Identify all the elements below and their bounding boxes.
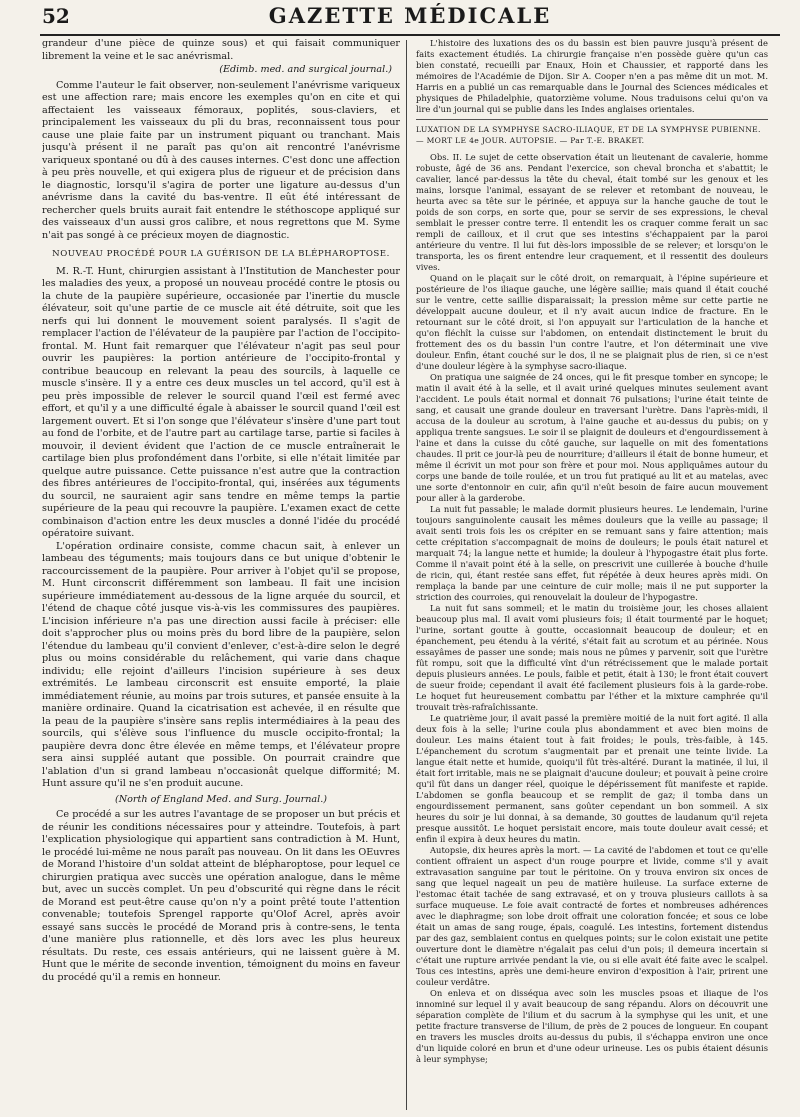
section-heading: NOUVEAU PROCÉDÉ POUR LA GUÉRISON DE LA BLÉPHAROPTOSE. xyxy=(52,249,390,259)
paragraph: Comme l'auteur le fait observer, non-seulement l'anévrisme variqueux est une affection rare; mais encore les exemples qu'on en cite et qui affectaient les vaisseaux fémoraux, poplités, sous-claviers, et principalement les vaisseaux du pli du bras, reconnaissent tous pour cause une plaie faite par un instrument piquant ou tranchant. Mais jusqu'à présent il ne paraît pas qu'on ait rencontré l'anévrisme variqueux spontané ou dû à des causes internes. C'est donc une affection à peu près nouvelle, et qui exigera plus de rigueur et de précision dans le diagnostic, lorsqu'il s'agira de porter une ligature au-dessus d'un anévrisme dans la cavité du bas-ventre. Il eût été intéressant de rechercher quels bruits aurait fait entendre le stéthoscope appliqué sur des vaisseaux d'un aussi gros calibre, et nous regrettons que M. Syme n'ait pas songé à ce précieux moyen de diagnostic. xyxy=(42,79,400,241)
paragraph: Quand on le plaçait sur le côté droit, on remarquait, à l'épine supérieure et postérieure de l'os iliaque gauche, une légère saillie; mais quand il était couché sur le ventre, cette saillie disparaissait; la pression même sur cette partie ne développait aucune douleur, et il n'y avait aucun indice de fracture. En le retournant sur le côté droit, si l'on appuyait sur l'articulation de la hanche et qu'on fléchît la cuisse sur l'abdomen, on entendait distinctement le bruit du frottement des os du bassin l'un contre l'autre, et l'on déterminait une vive douleur. Enfin, étant couché sur le dos, il ne se plaignait plus de rien, si ce n'est d'une douleur légère à la symphyse sacro-iliaque. xyxy=(416,273,768,371)
paragraph: L'histoire des luxations des os du bassin est bien pauvre jusqu'à présent de faits exactement étudiés. La chirurgie française n'en possède guère qu'un cas bien constaté, recueilli par Enaux, Hoin et Chaussier, et rapporté dans les mémoires de l'Académie de Dijon. Sir A. Cooper n'en a pas même dit un mot. M. Harris en a publié un cas remarquable dans le Journal des Sciences médicales et physiques de Philadelphie, quatorzième volume. Nous traduisons celui qu'on va lire d'un journal qui se publie dans les Indes anglaises orientales. xyxy=(416,38,768,114)
section-heading: LUXATION DE LA SYMPHYSE SACRO-ILIAQUE, ET DE LA SYMPHYSE PUBIENNE. — MORT LE 4e JOUR. AUTOPSIE. — Par T.-E. BRAKET. xyxy=(416,119,768,146)
paragraph: La nuit fut passable; le malade dormit plusieurs heures. Le lendemain, l'urine toujours sanguinolente causait les mêmes douleurs que la veille au passage; il avait senti trois fois les os crépiter en se remuant sans y faire attention; mais cette crépitation s'accompagnait de moins de douleurs; le pouls était naturel et marquait 74; la langue nette et humide; la douleur à l'hypogastre était plus forte. Comme il n'avait point été à la selle, on prescrivit une cuillerée à bouche d'huile de ricin, qui, étant restée sans effet, fut répétée à deux heures après midi. On remplaça la bande par une ceinture de cuir molle; mais il ne put supporter la striction des courroies, qui renouvelait la douleur de l'hypogastre. xyxy=(416,504,768,602)
paragraph: Autopsie, dix heures après la mort. — La cavité de l'abdomen et tout ce qu'elle contient offraient un aspect d'un rouge pourpre et livide, comme s'il y avait extravasation sanguine par tout le péritoine. On y trouva environ six onces de sang que lequel nageait un peu de matière huileuse. La surface externe de l'estomac était tachée de sang extravasé, et on y trouva plusieurs caillots à sa surface muqueuse. Le foie avait contracté de fortes et nombreuses adhérences avec le diaphragme; son lobe droit offrait une coloration foncée; et sous ce lobe était un amas de sang rouge, épais, coagulé. Les intestins, fortement distendus par des gaz, semblaient contus en quelques points; sur le colon existait une petite ouverture dont le diamètre n'égalait pas celui d'un pois; il demeura incertain si c'était une rupture arrivée pendant la vie, ou si elle avait été faite avec le scalpel. Tous ces intestins, après une demi-heure environ d'exposition à l'air, prirent une couleur verdâtre. xyxy=(416,845,768,987)
paragraph: Le quatrième jour, il avait passé la première moitié de la nuit fort agité. Il alla deux fois à la selle; l'urine coula plus abondamment et avec bien moins de douleur. Les mains étaient tout à fait froides; le pouls, très-faible, à 145. L'épanchement du scrotum s'augmentait par et prenait une teinte livide. La langue était nette et humide, quoiqu'il fût très-altéré. Durant la matinée, il lui, il était fort irritable, mais ne se plaignait d'aucune douleur; et pouvait à peine croire qu'il fût dans un danger réel, quoique le dépérissement fût manifeste et rapide. L'abdomen se gonfla beaucoup et se remplit de gaz; il tomba dans un engourdissement permanent, sans goûter cependant un bon sommeil. A six heures du soir je lui donnai, à sa demande, 30 gouttes de laudanum qu'il rejeta presque aussitôt. Le hoquet persistait encore, mais toute douleur avait cessé; et enfin il expira à deux heures du matin. xyxy=(416,713,768,844)
paragraph: Obs. II. Le sujet de cette observation était un lieutenant de cavalerie, homme robuste, âgé de 36 ans. Pendant l'exercice, son cheval broncha et s'abattit; le cavalier, lancé par-dessus la tête du cheval, était tombé sur les genoux et les mains, lorsque l'animal, essayant de se relever et retombant de nouveau, le heurta avec sa tête sur le périnée, et appuya sur la hanche gauche de tout le poids de son corps, en sorte que, pour se servir de ses expressions, le cheval semblait le presser contre terre. Il entendit les os craquer comme ferait un sac rempli de cailloux, et il crut que ses intestins s'échappaient par la paroi antérieure du ventre. Il lui fut dès-lors impossible de se relever; et lorsqu'on le transporta, les os firent entendre leur craquement, et il ressentit des douleurs vives. xyxy=(416,152,768,272)
paragraph: On enleva et on disséqua avec soin les muscles psoas et iliaque de l'os innominé sur lequel il y avait beaucoup de sang répandu. Alors on découvrit une séparation complète de l'ilium et du sacrum à la symphyse qui les unit, et une petite fracture transverse de l'ilium, de près de 2 pouces de longueur. En coupant en travers les muscles droits au-dessus du pubis, il s'échappa environ une once d'un liquide coloré en brun et d'une odeur urineuse. Les os pubis étaient désunis à leur symphyse; xyxy=(416,988,768,1064)
paragraph: L'opération ordinaire consiste, comme chacun sait, à enlever un lambeau des téguments; mais toujours dans ce but unique d'obtenir le raccourcissement de la paupière. Pour arriver à l'objet qu'il se propose, M. Hunt circonscrit différemment son lambeau. Il fait une incision supérieure immédiatement au-dessous de la ligne arquée du sourcil, et l'étend de chaque côté jusque vis-à-vis les commissures des paupières. L'incision inférieure n'a pas une direction aussi facile à préciser: elle doit s'approcher plus ou moins près du bord libre de la paupière, selon l'étendue du lambeau qu'il convient d'enlever, c'est-à-dire selon le degré plus ou moins considérable du relâchement, qui varie dans chaque individu; elle rejoint d'ailleurs l'incision supérieure à ses deux extrémités. Le lambeau circonscrit est ensuite emporté, la plaie immédiatement réunie, au moins par trois sutures, et pansée ensuite à la manière ordinaire. Quand la cicatrisation est achevée, il en résulte que la peau de la paupière s'insère sans replis intermédiaires à la peau des sourcils, qui s'élève sous l'influence du muscle occipito-frontal; la paupière devra donc être élevée en même temps, et l'élévateur propre sera ainsi suppléé autant que possible. On pourrait craindre que l'ablation d'un si grand lambeau n'occasionât quelque difformité; M. Hunt assure qu'il ne s'en produit aucune. xyxy=(42,540,400,789)
left-column xyxy=(42,38,400,1108)
paragraph: La nuit fut sans sommeil; et le matin du troisième jour, les choses allaient beaucoup plus mal. Il avait vomi plusieurs fois; il était tourmenté par le hoquet; l'urine, sortant goutte à goutte, occasionnait beaucoup de douleur; et en épanchement, peu étendu à la vérité, s'était fait au scrotum et au périnée. Nous essayâmes de passer une sonde; mais nous ne pûmes y parvenir, soit que l'urètre fût rompu, soit que la difficulté vînt d'un rétrécissement que le malade portait depuis plusieurs années. Le pouls, faible et petit, était à 130; le front était couvert de sueur froide; cependant il avait été facilement plusieurs fois à la garde-robe. Le hoquet fut heureusement combattu par l'éther et la mixture camphrée qu'il trouvait très-rafraîchissante. xyxy=(416,603,768,712)
source-citation: (Edimb. med. and surgical journal.) xyxy=(219,64,392,75)
right-column xyxy=(416,38,768,1108)
page-header xyxy=(40,0,780,36)
source-citation: (North of England Med. and Surg. Journal.) xyxy=(115,793,327,805)
journal-title: GAZETTE MÉDICALE xyxy=(268,3,552,28)
page-number: 52 xyxy=(42,4,70,28)
column-divider xyxy=(406,40,407,1110)
paragraph: grandeur d'une pièce de quinze sous) et qui faisait communiquer librement la veine et le sac anévrismal. xyxy=(42,38,400,62)
paragraph: M. R.-T. Hunt, chirurgien assistant à l'Institution de Manchester pour les maladies des yeux, a proposé un nouveau procédé contre le ptosis ou la chute de la paupière supérieure, occasionée par l'inertie du muscle élévateur, soit qu'une partie de ce muscle ait été détruite, soit que les nerfs qui lui donnent le mouvement soient paralysés. Il s'agit de remplacer l'action de l'élévateur de la paupière par l'action de l'occipito-frontal. M. Hunt fait remarquer que l'élévateur n'agit pas seul pour ouvrir les paupières: la portion antérieure de l'occipito-frontal y contribue beaucoup en relevant la peau des sourcils, à laquelle ce muscle s'insère. Il y a entre ces deux muscles un tel accord, qu'il est à peu près impossible de relever le sourcil quand l'œil est fermé avec effort, et qu'il y a une difficulté égale à abaisser le sourcil quand l'œil est largement ouvert. Et si l'on songe que l'élévateur s'insère d'une part tout au fond de l'orbite, et de l'autre part au cartilage tarse, partie si faciles à mouvoir, il devient évident que l'action de ce muscle entraînerait le cartilage bien plus profondément dans l'orbite, si elle n'était limitée par quelque autre puissance. Cette puissance n'est autre que la contraction des fibres antérieures de l'occipito-frontal, qui, insérées aux téguments du sourcil, ne sauraient agir sans tendre en même temps la partie supérieure de la peau qui recouvre la paupière. L'examen exact de cette combinaison d'action entre les deux muscles a donné l'idée du procédé opératoire suivant. xyxy=(42,265,400,539)
paragraph: On pratiqua une saignée de 24 onces, qui le fit presque tomber en syncope; le matin il avait été à la selle, et il avait uriné quelques minutes seulement avant l'accident. Le pouls était normal et donnait 76 pulsations; l'urine était teinte de sang, et causait une grande douleur en traversant l'urètre. Dans l'après-midi, il accusa de la douleur au scrotum, à l'aine gauche et au-dessus du pubis; on y appliqua trente sangsues. Le soir il se plaignit de douleurs et d'engourdissement à l'aine et dans la cuisse du côté gauche, sur laquelle on mit des fomentations chaudes. Il prit ce jour-là peu de nourriture; d'ailleurs il était de bonne humeur, et même il écrivit un mot pour son frère et pour moi. Nous appliquâmes autour du corps une bande de toile roulée, et un trou fut pratiqué au lit et au matelas, avec une sorte d'entonnoir en cuir, afin qu'il n'eût besoin de faire aucun mouvement pour aller à la garderobe. xyxy=(416,372,768,503)
paragraph: Ce procédé a sur les autres l'avantage de se proposer un but précis et de réunir les conditions nécessaires pour y atteindre. Toutefois, à part l'explication physiologique qui appartient sans contradiction à M. Hunt, le procédé lui-même ne nous paraît pas nouveau. On lit dans les OEuvres de Morand l'histoire d'un soldat atteint de blépharoptose, pour lequel ce chirurgien pratiqua avec succès une opération analogue, dans le même but, avec un succès complet. Un peu d'obscurité qui règne dans le récit de Morand est peut-être cause qu'on n'y a point prêté toute l'attention convenable; toutefois Sprengel rapporte qu'Olof Acrel, après avoir essayé sans succès le procédé de Morand pris à contre-sens, le tenta d'une manière plus rationnelle, et dès lors avec les plus heureux résultats. Du reste, ces essais antérieurs, qui ne laissent guère à M. Hunt que le mérite de seconde invention, témoignent du moins en faveur du procédé qu'il a remis en honneur. xyxy=(42,809,400,983)
